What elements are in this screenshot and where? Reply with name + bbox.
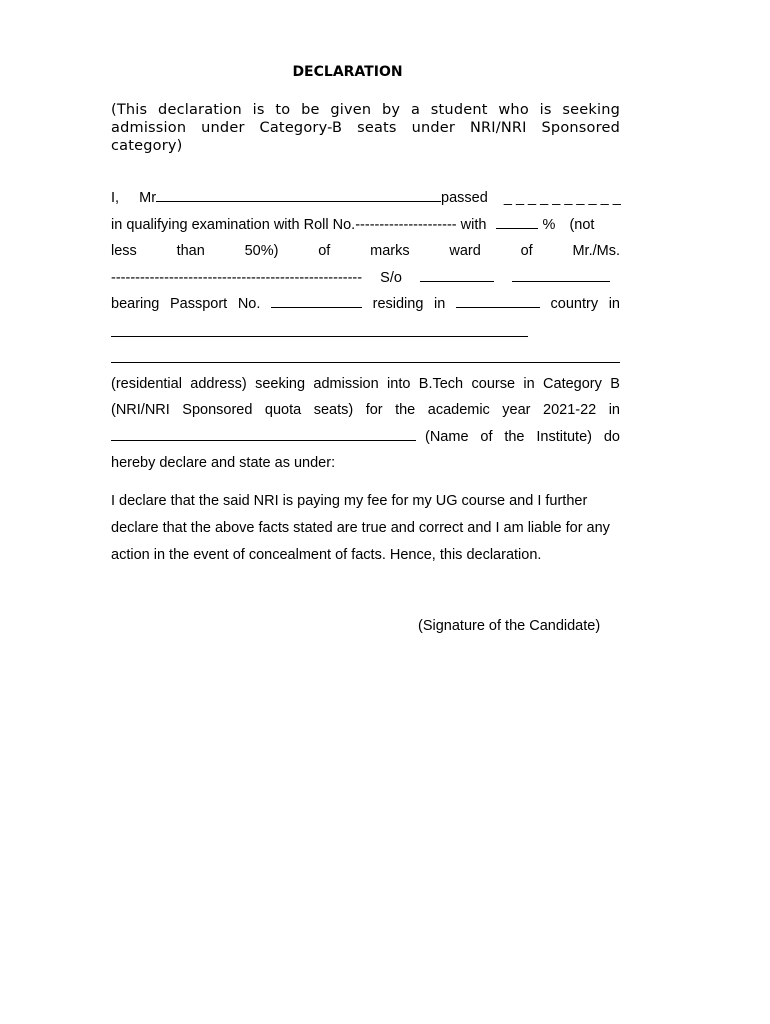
line-passport [111,293,620,314]
name-blank[interactable] [156,187,441,202]
line3-word: Mr./Ms. [572,243,620,259]
line8-word: do [603,429,620,445]
line3-word: marks [370,243,410,259]
line6-word: (residential [111,376,182,392]
line2-percent: % [542,217,556,233]
line1-text-mr: Mr [139,190,157,206]
document-title: DECLARATION [292,64,403,80]
line6-word: B.Tech [418,376,464,392]
address-line-1[interactable] [111,336,528,337]
line3-word: 50%) [244,243,279,259]
line5-no: No. [237,296,261,312]
line-institute [111,426,620,447]
so-blank-2[interactable] [512,267,610,282]
line6-word: Category [543,376,602,392]
line1-dashes: _ _ _ _ _ _ _ _ _ _ [503,190,621,206]
institute-blank[interactable] [111,426,416,441]
intro-note: (This declaration is to be given by a student who is seeking admission under Category-B seats under NRI/NRI Sponsored category) [111,102,620,154]
line-residential [111,374,620,394]
line1-text-i: I, [111,190,120,206]
line8-words [425,427,620,447]
line-nri-sponsored [111,400,620,420]
line3-word: ward [449,243,481,259]
line7-word: (NRI/NRI [111,402,170,418]
line8-word: of [480,429,493,445]
line7-word: in [608,402,620,418]
line4-so: S/o [380,270,402,286]
line6-word: seeking [255,376,306,392]
line5-passport: Passport [169,296,228,312]
line-hereby: hereby declare and state as under: [111,455,336,471]
line6-word: address) [190,376,247,392]
so-blank-1[interactable] [420,267,494,282]
line5-in: in [434,296,446,312]
line5-residing: residing [372,296,424,312]
line7-word: seats) [313,402,354,418]
line7-word: for [365,402,383,418]
line2-not: (not [569,217,595,233]
line-name-passed [111,187,620,208]
line1-text-passed: passed [441,190,488,206]
line3-word: of [318,243,331,259]
line6-word: B [610,376,620,392]
line5-country: country [550,296,599,312]
line-son-of [111,267,620,288]
percent-blank[interactable] [496,214,538,229]
line7-word: year [502,402,531,418]
line2-text: in qualifying examination with Roll No.--------------------- with [111,217,487,233]
line-roll-number [111,214,620,235]
line4-dashes: ---------------------------------------------------- [111,270,363,286]
line6-word: course [471,376,516,392]
line7-word: academic [427,402,490,418]
line-marks-ward [111,241,620,261]
line7-word: 2021-22 [543,402,597,418]
address-line-2[interactable] [111,362,620,363]
line3-word: than [176,243,205,259]
line7-word: quota [264,402,302,418]
line7-word: Sponsored [182,402,253,418]
line3-word: of [520,243,533,259]
line8-word: Institute) [536,429,592,445]
line8-word: the [504,429,525,445]
line5-bearing: bearing [111,296,160,312]
declaration-paragraph: I declare that the said NRI is paying my fee for my UG course and I further declare that the above facts stated are true and correct and I am liable for any action in the event of concealment of facts. Hence, this declaration. [111,493,610,563]
residing-blank[interactable] [456,293,540,308]
line6-word: in [523,376,535,392]
line5-in-2: in [608,296,620,312]
passport-blank[interactable] [271,293,362,308]
signature-label: (Signature of the Candidate) [418,618,601,634]
line3-word: less [111,243,137,259]
line6-word: into [387,376,411,392]
line7-word: the [395,402,416,418]
line8-word: (Name [425,429,469,445]
line6-word: admission [313,376,379,392]
